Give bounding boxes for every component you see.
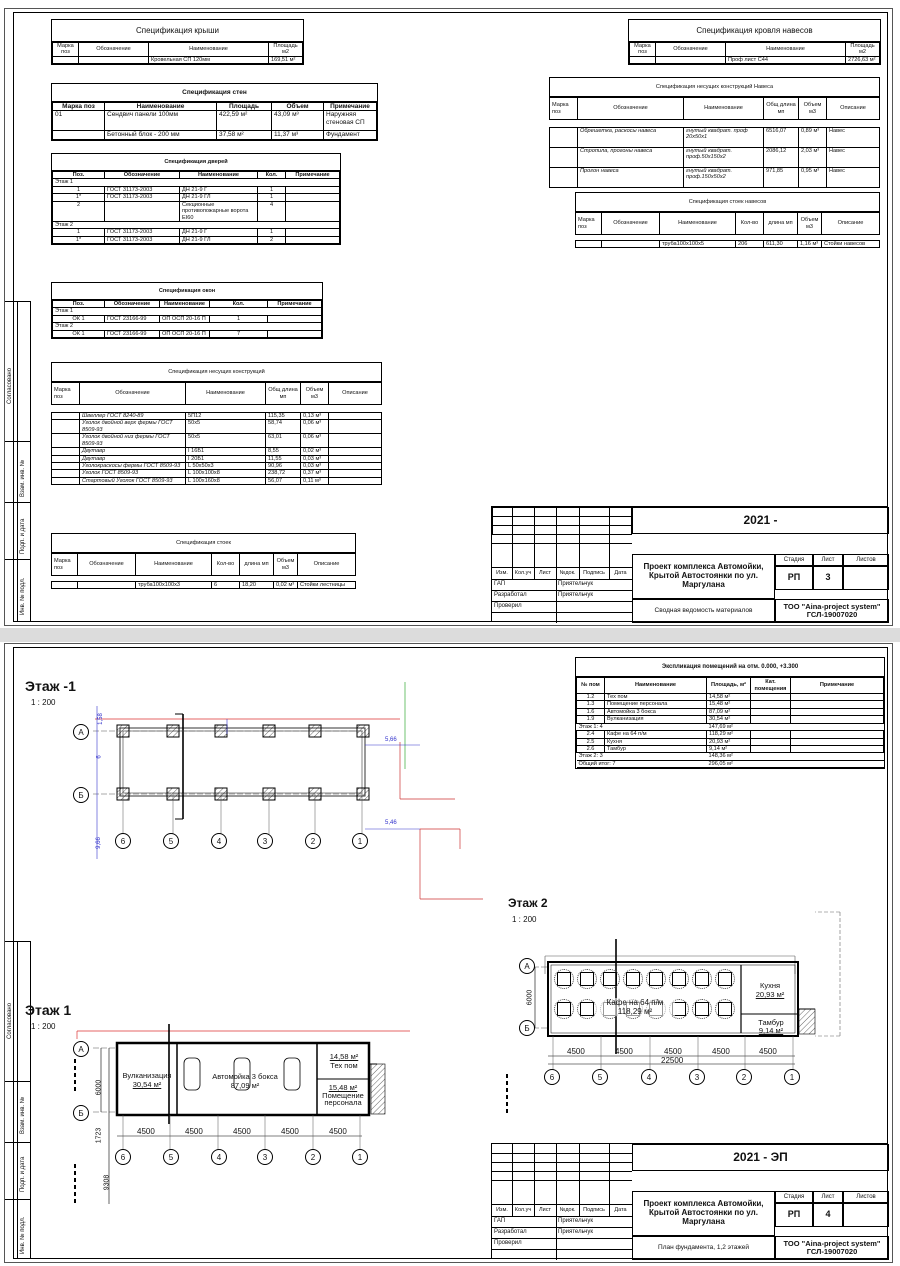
page-gap [0, 628, 900, 642]
plan-basement [93, 682, 483, 899]
column-header: Общ длина мп [266, 383, 301, 405]
stage-value: РП [775, 1203, 813, 1227]
sheets-count [843, 566, 889, 590]
column-header: Поз. [53, 301, 105, 308]
span-dimension: 4500 [281, 1127, 299, 1136]
axis-bubble: 4 [641, 1069, 657, 1085]
cafe-table-icon [603, 972, 617, 986]
axis-bubble: 1 [784, 1069, 800, 1085]
table-row: 1.3 Помещение персонала 15,48 м² [577, 701, 884, 708]
group-row: Этаж 1 [53, 179, 340, 186]
span-dimension: 4500 [233, 1127, 251, 1136]
column-header: Объем [272, 103, 324, 111]
side-label: Взам. инв. № [20, 459, 26, 497]
column-header: Наименование [726, 43, 846, 57]
stamp-role: Разработал [494, 1229, 527, 1236]
axis-bubble: Б [73, 1105, 89, 1121]
drawing-code: 2021 - [632, 507, 889, 534]
side-label: Взам. инв. № [20, 1096, 26, 1134]
stamp-col-label: Лист [539, 569, 551, 576]
plan-scale: 1 : 200 [512, 915, 537, 924]
axis-bubble: 5 [163, 1149, 179, 1165]
cafe-table-icon [695, 1002, 709, 1016]
table-row: Уголок ГОСТ 8509-93 L 100х100х8 238,72 0,37 м³ [52, 470, 382, 477]
column-header: Площадь м2 [846, 43, 880, 57]
table-row: Двутавр I 16Б1 8,55 0,02 м³ [52, 448, 382, 455]
table-title: Спецификация стоек навесов [575, 192, 880, 212]
table-row: Стартовый Уголок ГОСТ 8509-93 L 100х160х8 56,07 0,11 м³ [52, 477, 382, 484]
column-header: Наименование [105, 103, 217, 111]
axis-bubble: 1 [352, 1149, 368, 1165]
column-header: Объем м3 [301, 383, 329, 405]
column-header: Марка поз [576, 213, 602, 235]
total-dimension: 22500 [661, 1056, 684, 1065]
column-header: Марка поз [550, 98, 578, 120]
cafe-table-icon [649, 972, 663, 986]
stamp-col-label: №док. [559, 569, 576, 576]
plan-title: Этаж -1 [25, 678, 76, 694]
table-row: Прогон навеса гнутый квадрат. проф.150х50х2 971,85 0,95 м³ Навес [550, 168, 880, 188]
windows-spec-table [51, 282, 323, 339]
column-header: № пом [577, 678, 605, 694]
column-header: Объем м3 [799, 98, 827, 120]
cafe-table-icon [580, 972, 594, 986]
table-title: Спецификация крыши [52, 20, 303, 42]
canopy-posts-spec-table [575, 192, 880, 248]
column-header: Наименование [136, 554, 212, 576]
stamp-col-label: Дата [614, 1206, 627, 1213]
table-row: 1.9 Вулканизация 30,54 м² [577, 716, 884, 723]
column-header: Обозначение [656, 43, 726, 57]
column-header: Примечание [324, 103, 377, 111]
sheet-number: 4 [813, 1203, 843, 1227]
stamp-role: ГАП [494, 1218, 506, 1225]
column-header: длина мп [240, 554, 274, 576]
axis-bubble: 3 [257, 833, 273, 849]
axis-bubble: 5 [592, 1069, 608, 1085]
table-row: ОК 1 ГОСТ 23166-99 ОП ОСП 20-16 П 1 [53, 315, 322, 322]
stamp-col-label: Подпись [583, 1206, 605, 1213]
axis-bubble: А [73, 724, 89, 740]
sheet-header: Лист [813, 554, 843, 566]
column-header: Поз. [53, 172, 105, 179]
stamp-col-label: Изм. [496, 1206, 508, 1213]
sheet-number: 3 [813, 566, 843, 590]
table-row: Обрешетка, раскосы навеса гнутый квадрат. проф 20х50х1 6516,07 0,89 м³ Навес [550, 128, 880, 148]
table-row: 2 Секционные противопожарные ворота EI60 4 [53, 201, 340, 221]
axis-bubble: 6 [115, 1149, 131, 1165]
dimension-label: 1723 [95, 1127, 103, 1144]
structures-spec-table [51, 362, 382, 485]
table-row: 2.4 Кафе на 64 п/м 118,29 м² [577, 731, 884, 738]
table-title: Спецификация окон [52, 283, 322, 300]
column-header: Марка поз [53, 103, 105, 111]
group-row: Этаж 2 [53, 323, 322, 330]
sheet-2 [4, 643, 893, 1263]
column-header: Марка поз [52, 383, 80, 405]
explication-table [575, 657, 885, 769]
room-label: Кафе на 64 п/м 118,29 м² [595, 998, 675, 1016]
sheet-description: План фундамента, 1,2 этажей [632, 1236, 775, 1260]
table-row: Уголок двойной верх фермы ГОСТ 8509-93 50х5 58,74 0,06 м³ [52, 420, 382, 434]
stamp-role: Проверил [494, 603, 522, 610]
table-row: 2.5 Кухня 20,93 м² [577, 738, 884, 745]
dimension-label: 5,46 [385, 820, 397, 826]
dimension-label: 6000 [526, 989, 534, 1006]
company-name: ТОО "Aina-project system" ГСЛ-19007020 [775, 1236, 889, 1260]
table-row: 1.6 Автомойка 3 бокса 87,09 м² [577, 708, 884, 715]
project-name: Проект комплекса Автомойки, Крытой Автостоянки по ул. Маргулана [632, 1191, 775, 1236]
plan-title: Этаж 1 [25, 1002, 72, 1018]
axis-bubble: 1 [352, 833, 368, 849]
room-label: Тамбур 9,14 м² [758, 1018, 784, 1035]
stamp-role: Проверил [494, 1240, 522, 1247]
column-header: Описание [298, 554, 356, 576]
stamp-col-label: Кол.уч [514, 1206, 532, 1213]
table-title: Спецификация кровля навесов [629, 20, 880, 42]
table-row: 1* ГОСТ 31173-2003 ДН 21-9 ГЛ 2 [53, 236, 340, 243]
table-row: 1 ГОСТ 31173-2003 ДН 21-9 Г 1 [53, 229, 340, 236]
table-title: Спецификация несущих конструкций [51, 362, 382, 382]
axis-bubble: А [519, 958, 535, 974]
column-header: Обозначение [105, 172, 180, 179]
table-row: труба100х100х5 206 611,30 1,16 м³ Стойки навесов [576, 241, 880, 248]
dimension-label: 6 [96, 755, 103, 759]
company-name: ТОО "Aina-project system" ГСЛ-19007020 [775, 599, 889, 623]
span-dimension: 4500 [712, 1047, 730, 1056]
total-row: Общий итог: 7 296,05 м² [577, 760, 884, 767]
column-header: Описание [329, 383, 382, 405]
group-row: Этаж 2 [53, 221, 340, 228]
span-dimension: 4500 [759, 1047, 777, 1056]
table-row: 1.2 Тех пом 14,58 м² [577, 694, 884, 701]
stamp-role: Разработал [494, 592, 527, 599]
column-header: Обозначение [578, 98, 684, 120]
table-title: Спецификация стоек [51, 533, 356, 553]
room-label: Кухня 20,93 м² [755, 981, 785, 999]
cafe-table-icon [718, 1002, 732, 1016]
axis-bubble: 4 [211, 1149, 227, 1165]
stamp-person: Приятельчук [558, 1229, 594, 1236]
stage-value: РП [775, 566, 813, 590]
axis-bubble: 3 [257, 1149, 273, 1165]
table-row: Уголок двойной низ фермы ГОСТ 8509-93 50х5 63,01 0,06 м³ [52, 434, 382, 448]
plan-floor-1 [75, 1024, 410, 1204]
column-header: Обозначение [78, 554, 136, 576]
table-row: Стропила, прогоны навеса гнутый квадрат. проф.50х150х2 2086,12 2,03 м³ Навес [550, 148, 880, 168]
table-row: ОК 1 ГОСТ 23166-99 ОП ОСП 20-16 П 7 [53, 330, 322, 337]
column-header: Кол-во [736, 213, 764, 235]
title-block [491, 1143, 888, 1259]
sheet-description: Сводная ведомость материалов [632, 599, 775, 623]
axis-bubble: 2 [305, 833, 321, 849]
column-header: Площадь [217, 103, 272, 111]
table-row: 1 ГОСТ 31173-2003 ДН 21-9 Г 1 [53, 186, 340, 193]
stamp-person: Приятельчук [558, 581, 594, 588]
posts-spec-table [51, 533, 356, 589]
room-label: Вулканизация 30,54 м² [122, 1071, 172, 1089]
stamp-person: Приятельчук [558, 592, 594, 599]
dimension-label: 9308 [103, 1174, 111, 1191]
column-header: Обозначение [602, 213, 660, 235]
table-title: Спецификация несущих конструкций Навеса [549, 77, 880, 97]
table-row: 1* ГОСТ 31173-2003 ДН 21-9 ГЛ 1 [53, 194, 340, 201]
stamp-col-label: Изм. [496, 569, 508, 576]
room-label: 15,48 м² Помещение персонала [322, 1083, 364, 1107]
dimension-label: 9,66 [95, 837, 102, 849]
column-header: Наименование [605, 678, 707, 694]
subtotal-row: Этаж 2: 3 148,36 м² [577, 753, 884, 760]
room-label: Автомойка 3 бокса 87,09 м² [212, 1072, 278, 1090]
table-row: Бетонный блок - 200 мм 37,58 м² 11,37 м³ Фундамент [53, 131, 377, 139]
table-row: труба100х100х3 6 18,20 0,02 м³ Стойки лестницы [52, 582, 356, 589]
column-header: Наименование [149, 43, 269, 57]
side-label: Подп. и дата [20, 1156, 26, 1192]
column-header: Кол-во [212, 554, 240, 576]
span-dimension: 4500 [137, 1127, 155, 1136]
axis-bubble: 2 [736, 1069, 752, 1085]
stage-header: Стадия [775, 1191, 813, 1203]
column-header: Описание [827, 98, 880, 120]
canopy-structures-spec-table [549, 77, 880, 188]
axis-bubble: 2 [305, 1149, 321, 1165]
column-header: Кол. [210, 301, 268, 308]
stamp-col-label: Лист [539, 1206, 551, 1213]
title-block [491, 506, 888, 622]
column-header: Обозначение [80, 383, 186, 405]
span-dimension: 4500 [329, 1127, 347, 1136]
column-header: Примечание [268, 301, 322, 308]
column-header: Обозначение [105, 301, 160, 308]
sheets-header: Листов [843, 1191, 889, 1203]
side-label: Инв. № подл. [20, 577, 26, 615]
stamp-role: ГАП [494, 581, 506, 588]
dimension-label: 5,66 [385, 737, 397, 743]
axis-bubble: 6 [544, 1069, 560, 1085]
column-header: Кол. [258, 172, 286, 179]
axis-bubble: 3 [689, 1069, 705, 1085]
stage-header: Стадия [775, 554, 813, 566]
sheets-header: Листов [843, 554, 889, 566]
column-header: Объем м3 [274, 554, 298, 576]
column-header: Марка поз [630, 43, 656, 57]
axis-bubble: 4 [211, 833, 227, 849]
plan-title: Этаж 2 [508, 896, 548, 910]
table-row: 2.6 Тамбур 9,14 м² [577, 745, 884, 752]
column-header: Наименование [180, 172, 258, 179]
column-header: Обозначение [79, 43, 149, 57]
column-header: Площадь, м² [707, 678, 751, 694]
subtotal-row: Этаж 1: 4 147,69 м² [577, 723, 884, 730]
room-label: 14,58 м² Тех пом [329, 1052, 359, 1070]
doors-spec-table [51, 153, 341, 245]
side-label: Инв. № подл. [20, 1216, 26, 1254]
span-dimension: 4500 [567, 1047, 585, 1056]
table-row: Проф лист С44 2726,63 м² [630, 56, 880, 63]
cafe-table-icon [557, 972, 571, 986]
stamp-person: Приятельчук [558, 1218, 594, 1225]
stamp-col-label: №док. [559, 1206, 576, 1213]
column-header: Примечание [286, 172, 340, 179]
drawing-code: 2021 - ЭП [632, 1144, 889, 1171]
axis-bubble: 5 [163, 833, 179, 849]
column-header: Объем м3 [798, 213, 822, 235]
column-header: Описание [822, 213, 880, 235]
sheets-count [843, 1203, 889, 1227]
table-row: Уголокраскосы фермы ГОСТ 8509-93 L 50х50х3 90,96 0,03 м³ [52, 462, 382, 469]
column-header: Марка поз [52, 554, 78, 576]
axis-bubble: Б [519, 1020, 535, 1036]
column-header: Примечание [791, 678, 884, 694]
cafe-table-icon [580, 1002, 594, 1016]
dimension-label: 6000 [95, 1079, 103, 1096]
column-header: Кат. помещения [751, 678, 791, 694]
side-label: Подп. и дата [20, 518, 26, 554]
axis-bubble: А [73, 1041, 89, 1057]
span-dimension: 4500 [615, 1047, 633, 1056]
canopy-roof-spec-table [628, 19, 881, 65]
stamp-col-label: Кол.уч [514, 569, 532, 576]
table-title: Спецификация дверей [52, 154, 340, 171]
table-row: 01 Сендвич панели 100мм 422,59 м² 43,09 м³ Наружняя стеновая СП [53, 111, 377, 131]
cafe-table-icon [695, 972, 709, 986]
side-label: Согласовано [7, 367, 13, 404]
span-dimension: 4500 [185, 1127, 203, 1136]
column-header: Площадь м2 [269, 43, 303, 57]
plan-scale: 1 : 200 [31, 1022, 56, 1031]
sheet-header: Лист [813, 1191, 843, 1203]
table-row: Двутавр I 20Б1 11,55 0,03 м³ [52, 455, 382, 462]
axis-bubble: Б [73, 787, 89, 803]
side-strip [5, 301, 31, 622]
walls-spec-table [51, 83, 378, 141]
sheet-1 [4, 8, 893, 626]
stamp-col-label: Дата [614, 569, 627, 576]
column-header: Наименование [684, 98, 764, 120]
group-row: Этаж 1 [53, 308, 322, 315]
table-title: Экспликация помещений на отм. 0.000, +3.300 [576, 658, 884, 677]
table-row: Кровельная СП 120мм 169,51 м² [53, 56, 303, 63]
column-header: длина мп [764, 213, 798, 235]
project-name: Проект комплекса Автомойки, Крытой Автостоянки по ул. Маргулана [632, 554, 775, 599]
roof-spec-table [51, 19, 304, 65]
table-title: Спецификация стен [52, 84, 377, 102]
axis-bubble: 6 [115, 833, 131, 849]
column-header: Общ длина мп [764, 98, 799, 120]
span-dimension: 4500 [664, 1047, 682, 1056]
table-row: Швеллер ГОСТ 8240-89 5П12 115,35 0,13 м³ [52, 413, 382, 420]
plan-scale: 1 : 200 [31, 698, 56, 707]
side-label: Согласовано [7, 1002, 13, 1039]
stamp-col-label: Подпись [583, 569, 605, 576]
cafe-table-icon [718, 972, 732, 986]
column-header: Наименование [660, 213, 736, 235]
cafe-table-icon [557, 1002, 571, 1016]
cafe-table-icon [626, 972, 640, 986]
cafe-table-icon [672, 972, 686, 986]
column-header: Марка поз [53, 43, 79, 57]
column-header: Наименование [160, 301, 210, 308]
column-header: Наименование [186, 383, 266, 405]
dimension-label: 1,58 [97, 713, 104, 725]
